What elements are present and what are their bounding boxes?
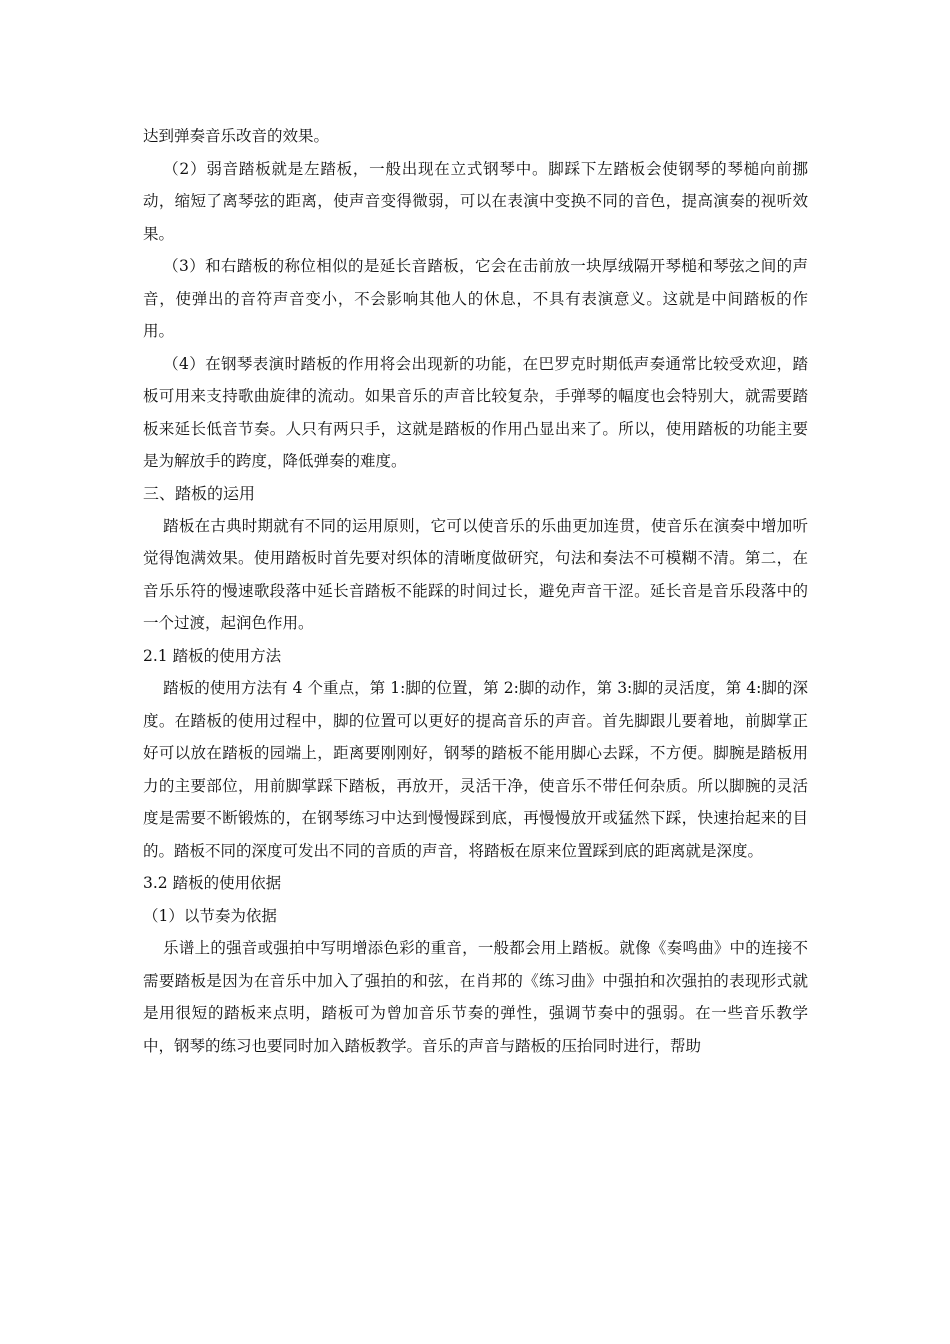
subsection-heading-2-1: 2.1 踏板的使用方法 (143, 646, 282, 665)
paragraph-sostenuto-pedal: （3）和右踏板的称位相似的是延长音踏板，它会在击前放一块厚绒隔开琴槌和琴弦之间的声音，使弹出的音符声音变小，不会影响其他人的休息，不具有表演意义。这就是中间踏板的作用。 (143, 257, 808, 340)
subsection-item-rhythm: （1）以节奏为依据 (143, 906, 277, 925)
paragraph-rhythm-basis: 乐谱上的强音或强拍中写明增添色彩的重音，一般都会用上踏板。就像《奏鸣曲》中的连接不需要踏板是因为在音乐中加入了强拍的和弦，在肖邦的《练习曲》中强拍和次强拍的表现形式就是用很短的踏板来点明，踏板可为曾加音乐节奏的弹性，强调节奏中的强弱。在一些音乐教学中，钢琴的练习也要同时加入踏板教学。音乐的声音与踏板的压抬同时进行，帮助 (143, 939, 808, 1055)
section-heading-pedal-usage: 三、踏板的运用 (143, 483, 256, 503)
subsection-heading-3-2: 3.2 踏板的使用依据 (143, 874, 282, 892)
paragraph-continuation: 达到弹奏音乐改音的效果。 (143, 127, 330, 145)
paragraph-pedal-function: （4）在钢琴表演时踏板的作用将会出现新的功能，在巴罗克时期低声奏通常比较受欢迎，踏板可用来支持歌曲旋律的流动。如果音乐的声音比较复杂，手弹琴的幅度也会特别大，就需要踏板来延长低音节奏。人只有两只手，这就是踏板的作用凸显出来了。所以，使用踏板的功能主要是为解放手的跨度，降低弹奏的难度。 (143, 354, 808, 470)
paragraph-usage-method: 踏板的使用方法有 4 个重点，第 1:脚的位置，第 2:脚的动作，第 3:脚的灵活度，第 4:脚的深度。在踏板的使用过程中，脚的位置可以更好的提高音乐的声音。首先脚跟儿要着地，前脚掌正好可以放在踏板的园端上，距离要刚刚好，钢琴的踏板不能用脚心去踩，不方便。脚腕是踏板用力的主要部位，用前脚掌踩下踏板，再放开，灵活干净，使音乐不带任何杂质。所以脚腕的灵活度是需要不断锻炼的，在钢琴练习中达到慢慢踩到底，再慢慢放开或猛然下踩，快速抬起来的目的。踏板不同的深度可发出不同的音质的声音，将踏板在原来位置踩到底的距离就是深度。 (143, 679, 808, 860)
paragraph-usage-intro: 踏板在古典时期就有不同的运用原则，它可以使音乐的乐曲更加连贯，使音乐在演奏中增加听觉得饱满效果。使用踏板时首先要对织体的清晰度做研究，句法和奏法不可模糊不清。第二，在音乐乐符的慢速歌段落中延长音踏板不能踩的时间过长，避免声音干涩。延长音是音乐段落中的一个过渡，起润色作用。 (143, 516, 808, 632)
paragraph-soft-pedal: （2）弱音踏板就是左踏板，一般出现在立式钢琴中。脚踩下左踏板会使钢琴的琴槌向前挪动，缩短了离琴弦的距离，使声音变得微弱，可以在表演中变换不同的音色，提高演奏的视听效果。 (143, 159, 808, 243)
document-page (143, 120, 808, 1062)
